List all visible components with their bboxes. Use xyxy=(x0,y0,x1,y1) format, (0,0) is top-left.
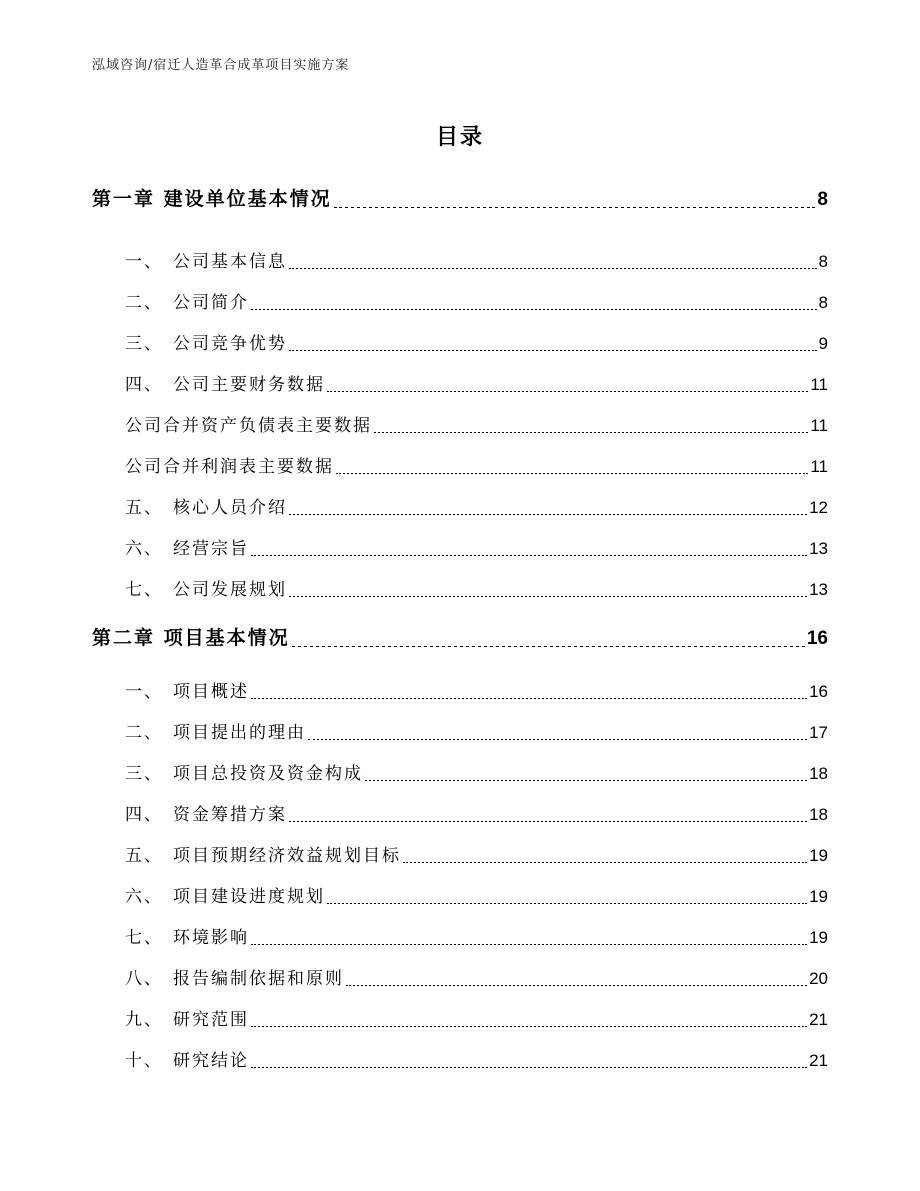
toc-page-number: 19 xyxy=(809,928,828,947)
toc-section-number: 六、 xyxy=(125,887,163,907)
toc-section-number: 一、 xyxy=(125,252,163,272)
toc-section-2-10[interactable] xyxy=(125,1046,828,1071)
dot-leader xyxy=(374,432,808,433)
toc-section-2-6[interactable] xyxy=(125,882,828,907)
toc-page-number: 16 xyxy=(806,628,828,649)
toc-section-number: 二、 xyxy=(125,293,163,313)
toc-page-number: 17 xyxy=(809,723,828,742)
toc-page-number: 8 xyxy=(817,189,828,210)
toc-section-text: 经营宗旨 xyxy=(173,539,249,559)
toc-section-number: 五、 xyxy=(125,846,163,866)
toc-section-number: 七、 xyxy=(125,928,163,948)
dot-leader xyxy=(336,473,808,474)
dot-leader xyxy=(289,514,807,515)
toc-page-number: 18 xyxy=(809,805,828,824)
dot-leader xyxy=(289,821,807,822)
toc-section-2-1[interactable] xyxy=(125,677,828,702)
toc-page-number: 9 xyxy=(818,334,828,353)
toc-section-number: 三、 xyxy=(125,764,163,784)
toc-section-text: 公司发展规划 xyxy=(173,580,287,600)
toc-section-1-2[interactable] xyxy=(125,288,828,313)
toc-section-text: 研究范围 xyxy=(173,1010,249,1030)
toc-section-number: 四、 xyxy=(125,805,163,825)
toc-section-2-2[interactable] xyxy=(125,718,828,743)
toc-section-text: 公司简介 xyxy=(173,293,249,313)
toc-chapter-label: 第二章 项目基本情况 xyxy=(92,627,290,649)
toc-section-number: 七、 xyxy=(125,580,163,600)
toc-section-1-3[interactable] xyxy=(125,329,828,354)
toc-section-1-6[interactable] xyxy=(125,534,828,559)
toc-section-2-7[interactable] xyxy=(125,923,828,948)
toc-section-text: 项目预期经济效益规划目标 xyxy=(173,846,401,866)
toc-title: 目录 xyxy=(435,125,484,150)
toc-page-number: 11 xyxy=(810,416,828,435)
dot-leader xyxy=(251,555,807,556)
toc-page-number: 18 xyxy=(809,764,828,783)
toc-subsection-income-statement[interactable] xyxy=(125,452,828,477)
toc-subsection-balance-sheet[interactable] xyxy=(125,411,828,436)
dot-leader xyxy=(346,985,807,986)
toc-page-number: 8 xyxy=(818,252,828,271)
dot-leader xyxy=(251,698,807,699)
toc-section-text: 公司合并利润表主要数据 xyxy=(125,457,334,477)
toc-page-number: 8 xyxy=(818,293,828,312)
toc-section-text: 公司主要财务数据 xyxy=(173,375,325,395)
toc-page-number: 19 xyxy=(809,887,828,906)
dot-leader xyxy=(292,646,805,647)
toc-page-number: 13 xyxy=(809,580,828,599)
dot-leader xyxy=(251,944,807,945)
toc-section-2-4[interactable] xyxy=(125,800,828,825)
toc-page-number: 21 xyxy=(809,1051,828,1070)
dot-leader xyxy=(289,596,807,597)
toc-chapter-label: 第一章 建设单位基本情况 xyxy=(92,188,332,210)
dot-leader xyxy=(289,268,817,269)
toc-section-number: 十、 xyxy=(125,1051,163,1071)
toc-chapter-1[interactable] xyxy=(92,184,828,211)
toc-page-number: 13 xyxy=(809,539,828,558)
toc-section-1-4[interactable] xyxy=(125,370,828,395)
toc-section-2-5[interactable] xyxy=(125,841,828,866)
toc-page-number: 16 xyxy=(809,682,828,701)
toc-page-number: 11 xyxy=(810,375,828,394)
toc-section-text: 公司竞争优势 xyxy=(173,334,287,354)
toc-section-number: 四、 xyxy=(125,375,163,395)
toc-section-number: 三、 xyxy=(125,334,163,354)
toc-section-1-1[interactable] xyxy=(125,247,828,272)
toc-page-number: 11 xyxy=(810,457,828,476)
dot-leader xyxy=(327,903,807,904)
toc-section-text: 环境影响 xyxy=(173,928,249,948)
toc-section-number: 五、 xyxy=(125,498,163,518)
toc-section-text: 项目建设进度规划 xyxy=(173,887,325,907)
dot-leader xyxy=(403,862,807,863)
toc-section-text: 项目概述 xyxy=(173,682,249,702)
toc-chapter-2[interactable] xyxy=(92,623,828,650)
dot-leader xyxy=(334,207,816,208)
dot-leader xyxy=(251,1026,807,1027)
dot-leader xyxy=(251,1067,807,1068)
header-divider xyxy=(92,76,828,77)
toc-section-number: 六、 xyxy=(125,539,163,559)
toc-section-text: 资金筹措方案 xyxy=(173,805,287,825)
dot-leader xyxy=(308,739,807,740)
toc-section-number: 九、 xyxy=(125,1010,163,1030)
toc-section-number: 一、 xyxy=(125,682,163,702)
toc-section-1-5[interactable] xyxy=(125,493,828,518)
toc-section-2-9[interactable] xyxy=(125,1005,828,1030)
toc-page-number: 20 xyxy=(809,969,828,988)
toc-page-number: 21 xyxy=(809,1010,828,1029)
running-header: 泓域咨询/宿迁人造革合成革项目实施方案 xyxy=(92,58,350,73)
toc-page-number: 12 xyxy=(809,498,828,517)
dot-leader xyxy=(365,780,807,781)
toc-section-text: 项目提出的理由 xyxy=(173,723,306,743)
toc-section-text: 公司基本信息 xyxy=(173,252,287,272)
toc-section-text: 公司合并资产负债表主要数据 xyxy=(125,416,372,436)
toc-page-number: 19 xyxy=(809,846,828,865)
toc-section-text: 核心人员介绍 xyxy=(173,498,287,518)
toc-section-text: 报告编制依据和原则 xyxy=(173,969,344,989)
dot-leader xyxy=(251,309,817,310)
toc-section-text: 研究结论 xyxy=(173,1051,249,1071)
toc-section-number: 八、 xyxy=(125,969,163,989)
toc-section-text: 项目总投资及资金构成 xyxy=(173,764,363,784)
toc-section-1-7[interactable] xyxy=(125,575,828,600)
toc-section-2-3[interactable] xyxy=(125,759,828,784)
toc-section-number: 二、 xyxy=(125,723,163,743)
dot-leader xyxy=(289,350,817,351)
dot-leader xyxy=(327,391,808,392)
toc-section-2-8[interactable] xyxy=(125,964,828,989)
